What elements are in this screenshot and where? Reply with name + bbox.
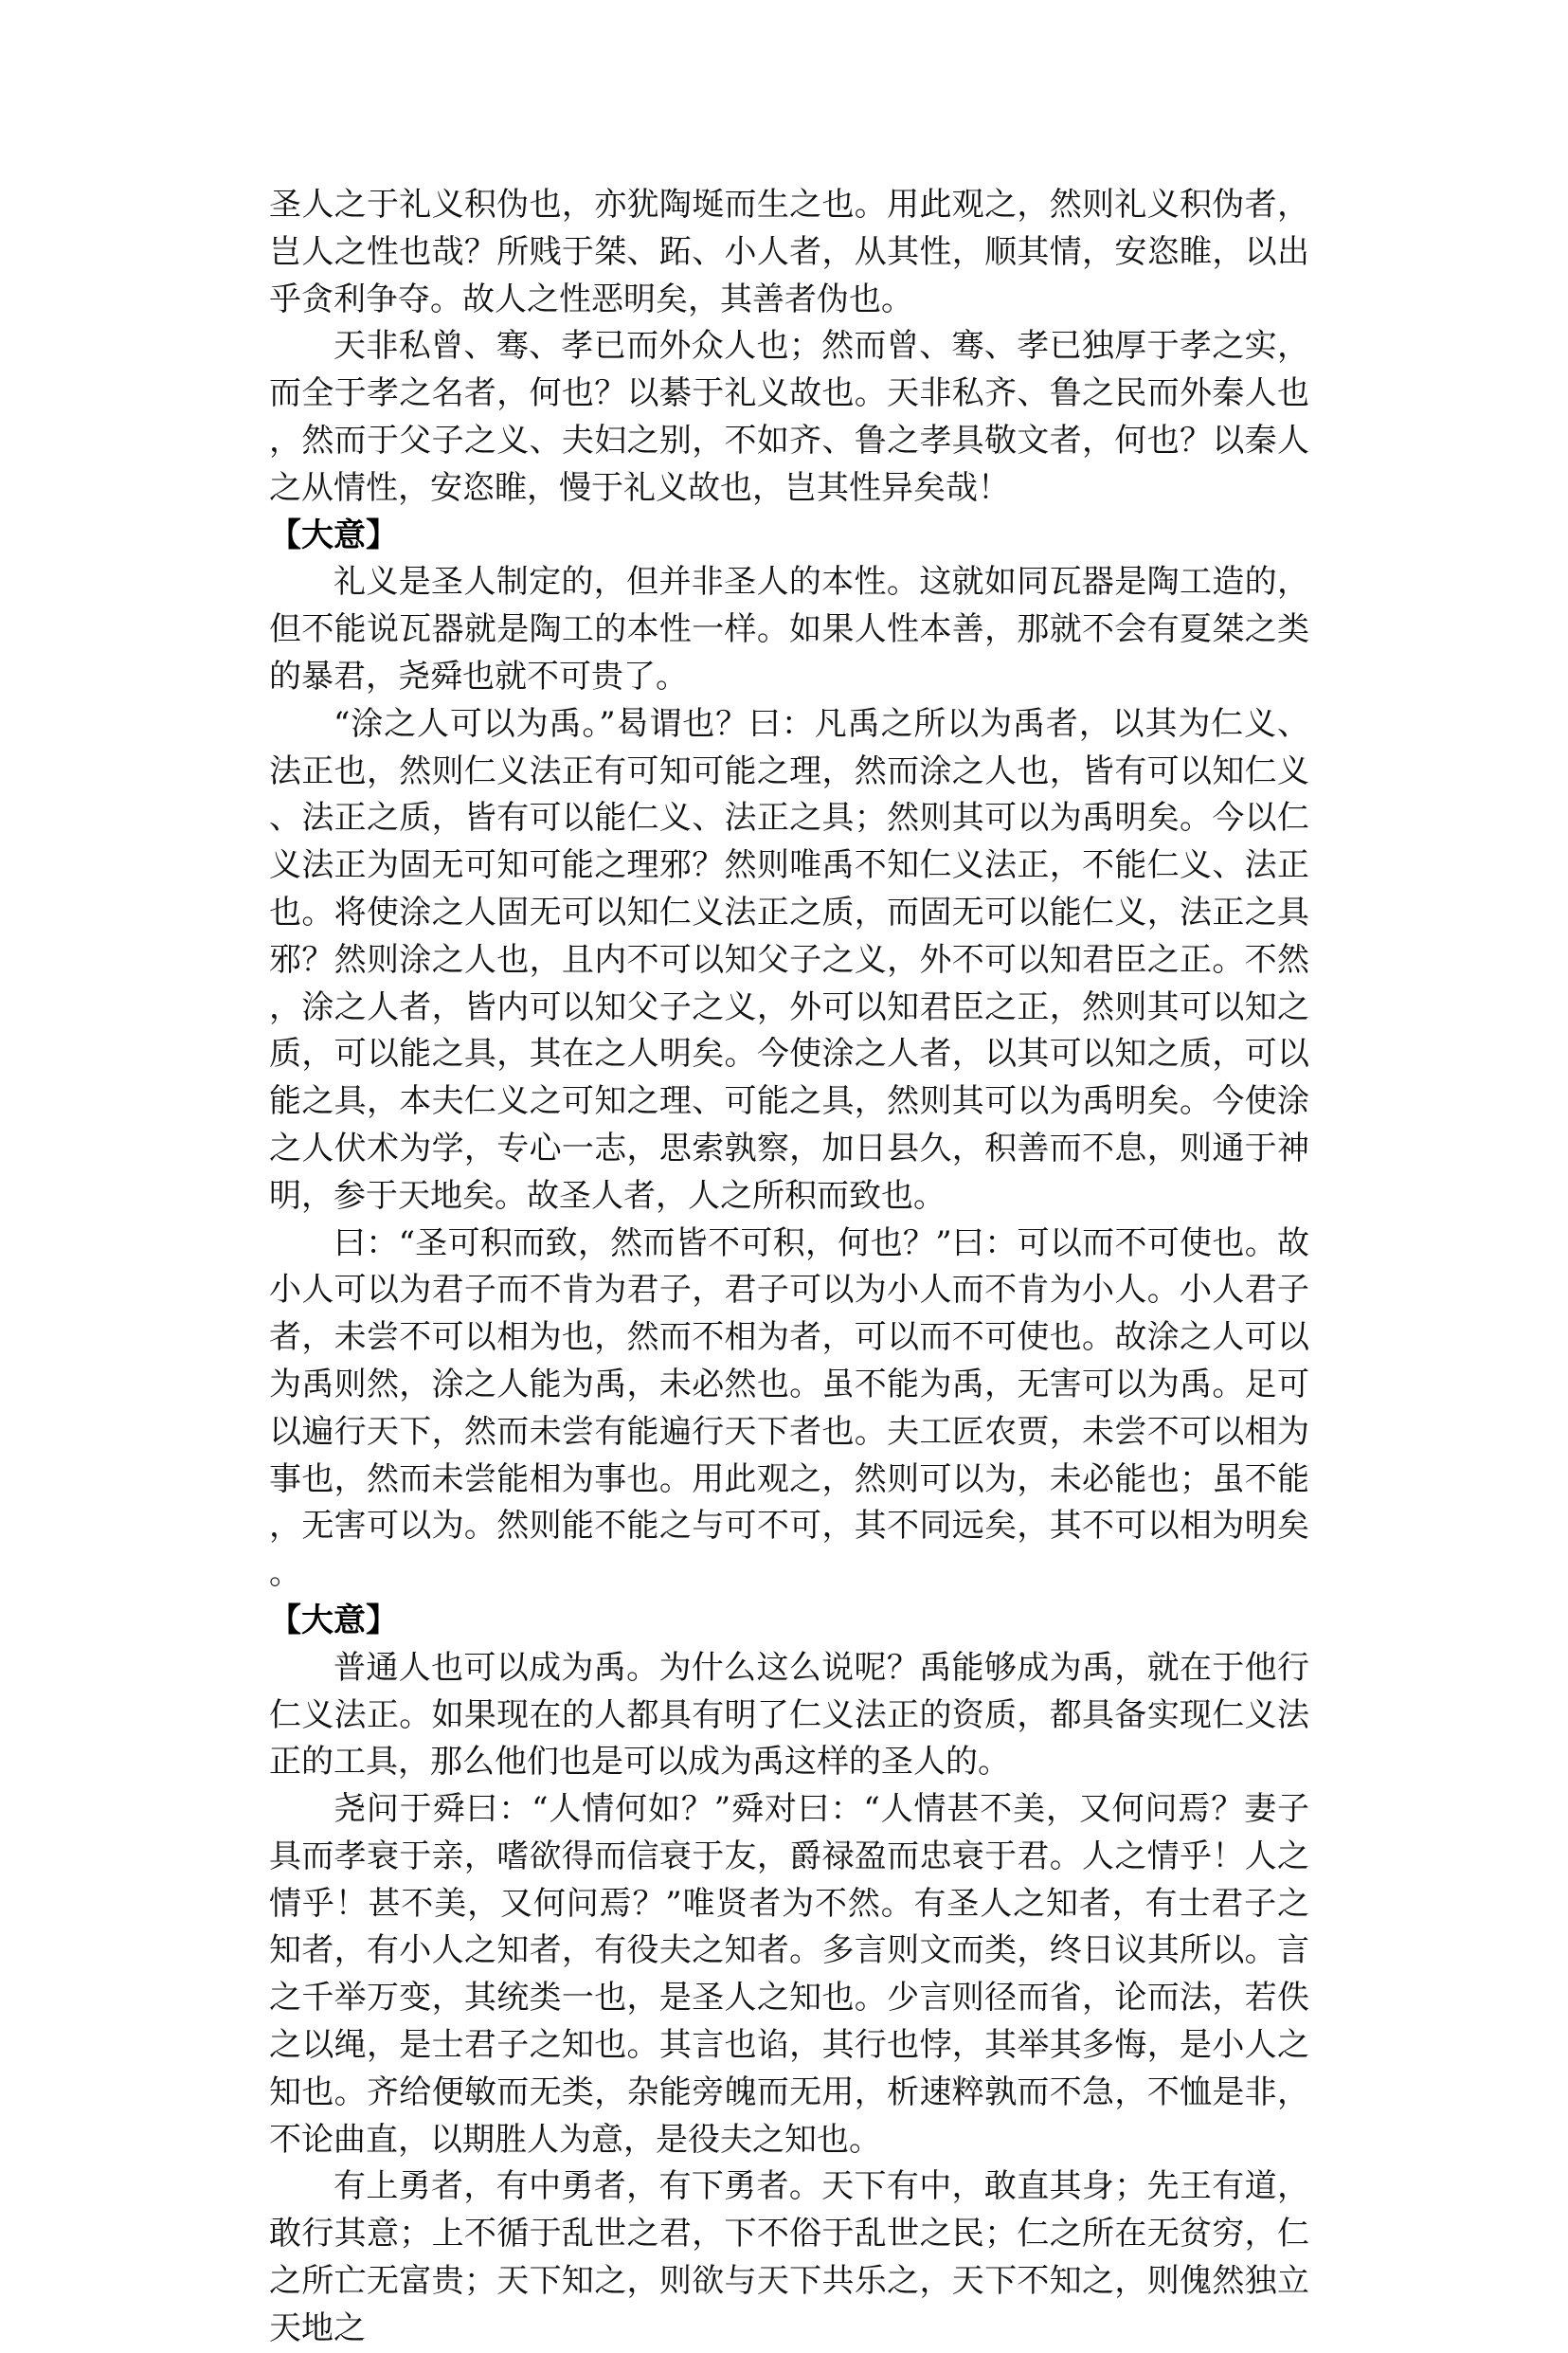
paragraph-heaven-not-partial: 天非私曾、骞、孝已而外众人也；然而曾、骞、孝已独厚于孝之实，而全于孝之名者，何也？以綦于礼义故也。天非私齐、鲁之民而外秦人也，然而于父子之义、夫妇之别，不如齐、鲁之孝具敬文者，何也？以秦人之从情性，安恣睢，慢于礼义故也，岂其性异矣哉！ bbox=[269, 327, 1309, 507]
paragraph-sage-and-ritual: 圣人之于礼义积伪也，亦犹陶埏而生之也。用此观之，然则礼义积伪者，岂人之性也哉？所贱于桀、跖、小人者，从其性，顺其情，安恣睢，以出乎贪利争夺。故人之性恶明矣，其善者伪也。 bbox=[269, 186, 1309, 318]
paragraph-kinds-of-courage: 有上勇者，有中勇者，有下勇者。天下有中，敢直其身；先王有道，敢行其意；上不循于乱世之君，下不俗于乱世之民；仁之所在无贫穷，仁之所亡无富贵；天下知之，则欲与天下共乐之，天下不知之，则傀然独立天地之 bbox=[269, 2167, 1309, 2347]
paragraph-man-in-street-can-be-yu: “涂之人可以为禹。”曷谓也？曰：凡禹之所以为禹者，以其为仁义、法正也，然则仁义法正有可知可能之理，然而涂之人也，皆有可以知仁义、法正之质，皆有可以能仁义、法正之具；然则其可以为禹明矣。今以仁义法正为固无可知可能之理邪？然则唯禹不知仁义法正，不能仁义、法正也。将使涂之人固无可以知仁义法正之质，而固无可以能仁义，法正之具邪？然则涂之人也，且内不可以知父子之义，外不可以知君臣之正。不然，涂之人者，皆内可以知父子之义，外可以知君臣之正，然则其可以知之质，可以能之具，其在之人明矣。今使涂之人者，以其可以知之质，可以能之具，本夫仁义之可知之理、可能之具，然则其可以为禹明矣。今使涂之人伏术为学，专心一志，思索孰察，加日县久，积善而不息，则通于神明，参于天地矣。故圣人者，人之所积而致也。 bbox=[269, 704, 1309, 1215]
paragraph-can-but-not-made: 曰：“圣可积而致，然而皆不可积，何也？”曰：可以而不可使也。故小人可以为君子而不肯为君子，君子可以为小人而不肯为小人。小人君子者，未尝不可以相为也，然而不相为者，可以而不可使也。故涂之人可以为禹则然，涂之人能为禹，未必然也。虽不能为禹，无害可以为禹。足可以遍行天下，然而未尝有能遍行天下者也。夫工匠农贾，未尝不可以相为事也，然而未尝能相为事也。用此观之，然则可以为，未必能也；虽不能，无害可以为。然则能不能之与可不可，其不同远矣，其不可以相为明矣。 bbox=[269, 1223, 1309, 1593]
paragraph-summary-ritual: 礼义是圣人制定的，但并非圣人的本性。这就如同瓦器是陶工造的，但不能说瓦器就是陶工的本性一样。如果人性本善，那就不会有夏桀之类的暴君，尧舜也就不可贵了。 bbox=[269, 563, 1309, 696]
document-page bbox=[269, 182, 1309, 2353]
paragraph-yao-asks-shun: 尧问于舜曰：“人情何如？”舜对曰：“人情甚不美，又何问焉？妻子具而孝衰于亲，嗜欲得而信衰于友，爵禄盈而忠衰于君。人之情乎！人之情乎！甚不美，又何问焉？”唯贤者为不然。有圣人之知者，有士君子之知者，有小人之知者，有役夫之知者。多言则文而类，终日议其所以。言之千举万变，其统类一也，是圣人之知也。少言则径而省，论而法，若佚之以绳，是士君子之知也。其言也谄，其行也悖，其举其多悔，是小人之知也。齐给便敏而无类，杂能旁魄而无用，析速粹孰而不急，不恤是非，不论曲直，以期胜人为意，是役夫之知也。 bbox=[269, 1790, 1309, 2159]
paragraph-summary-yu: 普通人也可以成为禹。为什么这么说呢？禹能够成为禹，就在于他行仁义法正。如果现在的人都具有明了仁义法正的资质，都具备实现仁义法正的工具，那么他们也是可以成为禹这样的圣人的。 bbox=[269, 1648, 1309, 1782]
section-heading-summary: 【大意】 bbox=[269, 516, 398, 554]
section-heading-summary-2: 【大意】 bbox=[269, 1601, 398, 1639]
